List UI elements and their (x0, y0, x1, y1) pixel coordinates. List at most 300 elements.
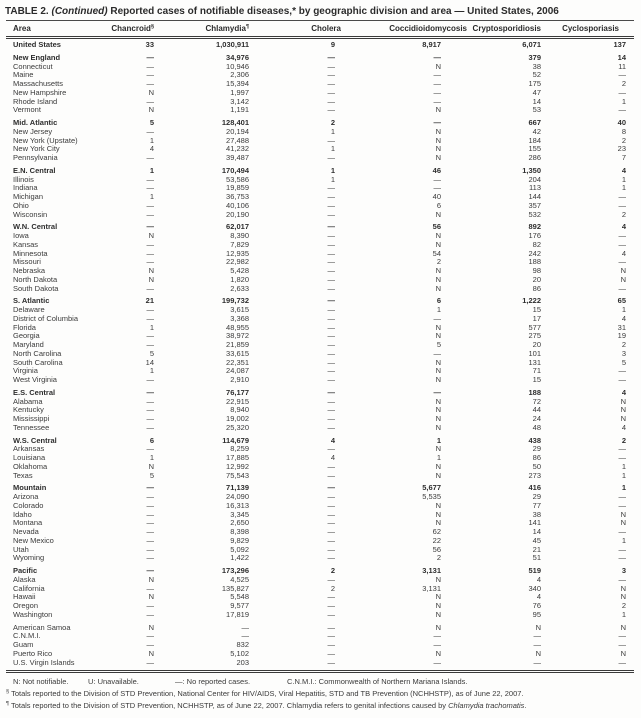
area-cell: Michigan (13, 193, 44, 201)
value-cell: N (435, 62, 441, 71)
value-cell: 53,586 (226, 175, 249, 184)
value-cell: 1 (330, 175, 335, 184)
value-cell: 275 (528, 332, 541, 341)
footnotes (6, 677, 636, 711)
table-row (6, 502, 634, 511)
value-cell: 56 (432, 223, 441, 232)
value-cell: 22,982 (226, 258, 249, 267)
area-cell: Minnesota (13, 249, 48, 258)
column-header-chlamydia (154, 21, 249, 38)
table-row (6, 54, 634, 63)
area-cell: Maryland (13, 341, 44, 349)
value-cell: 155 (528, 145, 541, 154)
value-cell: 48 (532, 423, 541, 432)
value-cell: 1 (436, 306, 441, 314)
value-cell: N (148, 106, 154, 115)
value-cell: 47 (532, 88, 541, 97)
value-cell: 2 (330, 119, 335, 127)
value-cell: 1,422 (230, 554, 249, 563)
value-cell: 1 (149, 136, 154, 145)
value-cell: — (146, 249, 154, 258)
table-row (6, 128, 634, 137)
value-cell: 832 (236, 641, 249, 649)
value-cell: 46 (432, 166, 441, 175)
column-header-cryptosporidiosis (467, 21, 541, 38)
value-cell: N (435, 610, 441, 619)
value-cell: 184 (528, 136, 541, 145)
value-cell: — (618, 193, 626, 201)
value-cell: — (327, 367, 335, 376)
value-cell: 22,351 (226, 358, 249, 367)
area-cell: Massachusetts (13, 80, 64, 88)
area-cell: Illinois (13, 175, 34, 184)
value-cell: — (618, 658, 626, 667)
pilcrow-marker: ¶ (6, 701, 9, 708)
value-cell: — (433, 184, 441, 193)
value-cell: — (146, 127, 154, 136)
value-cell: 36,753 (226, 193, 249, 201)
title-rest: Reported cases of notifiable diseases,* by geographic division and area — United States, 2006 (107, 6, 559, 17)
value-cell: — (146, 406, 154, 415)
area-cell: United States (13, 40, 61, 49)
value-cell: — (327, 415, 335, 423)
value-cell: — (146, 71, 154, 80)
area-cell: E.S. Central (13, 388, 56, 397)
area-cell: North Dakota (13, 275, 58, 284)
footnote-section-text: Totals reported to the Division of STD Prevention, National Center for HIV/AIDS, Viral Hepatitis, STD and TB Prevention (NCHHSTP), as of June 22, 2007. (11, 689, 524, 699)
value-cell: — (618, 232, 626, 240)
value-cell: 8,259 (230, 445, 249, 454)
value-cell: 1 (330, 145, 335, 154)
value-cell: N (435, 415, 441, 423)
area-cell: Pacific (13, 567, 38, 575)
value-cell: 50 (532, 462, 541, 471)
value-cell: — (433, 88, 441, 97)
area-cell: Kansas (13, 240, 39, 249)
value-cell: — (327, 462, 335, 471)
area-cell: Delaware (13, 306, 45, 314)
footnote-pilcrow-text: Totals reported to the Division of STD Prevention, NCHHSTP, as of June 22, 2007. Chlamydia refers to genital infections caused by (10, 701, 449, 711)
table-row (6, 454, 634, 463)
value-cell: — (433, 314, 441, 323)
value-cell: — (327, 297, 335, 306)
value-cell: N (620, 649, 626, 658)
value-cell: N (435, 602, 441, 610)
area-cell: Rhode Island (13, 97, 58, 106)
table-row (6, 89, 634, 98)
value-cell: 15,394 (226, 80, 249, 88)
table-row (6, 437, 634, 446)
value-cell: 137 (613, 40, 626, 49)
value-cell: — (327, 349, 335, 358)
table-row (6, 184, 634, 193)
value-cell: — (327, 323, 335, 332)
value-cell: 438 (528, 436, 541, 445)
area-cell: New York (Upstate) (13, 136, 78, 145)
value-cell: N (435, 649, 441, 658)
area-cell: New Hampshire (13, 88, 67, 97)
value-cell: 170,494 (221, 166, 249, 175)
value-cell: 76,177 (226, 388, 249, 397)
value-cell: — (146, 284, 154, 293)
bottom-rule (6, 670, 634, 673)
value-cell: — (618, 501, 626, 510)
value-cell: 1 (149, 367, 154, 376)
table-row (6, 80, 634, 89)
value-cell: 5,677 (422, 484, 441, 493)
value-cell: 39,487 (226, 154, 249, 162)
value-cell: N (435, 154, 441, 162)
value-cell: 10,946 (226, 62, 249, 71)
value-cell: 144 (528, 193, 541, 201)
value-cell: 173,296 (221, 567, 249, 575)
area-cell: Wisconsin (13, 210, 48, 219)
value-cell: — (146, 610, 154, 619)
value-cell: 101 (528, 349, 541, 358)
value-cell: — (618, 240, 626, 249)
value-cell: — (433, 80, 441, 88)
value-cell: — (327, 88, 335, 97)
value-cell: 77 (532, 501, 541, 510)
value-cell: N (620, 275, 626, 284)
area-cell: Tennessee (13, 423, 50, 432)
value-cell: — (618, 641, 626, 649)
value-cell: N (435, 471, 441, 480)
area-cell: Maine (13, 71, 34, 80)
area-cell: Florida (13, 323, 36, 332)
value-cell: 20 (532, 275, 541, 284)
value-cell: — (146, 536, 154, 545)
value-cell: — (327, 106, 335, 115)
value-cell: 40 (617, 119, 626, 127)
value-cell: 1,997 (230, 88, 249, 97)
value-cell: 8,940 (230, 406, 249, 415)
value-cell: 14 (617, 53, 626, 62)
area-cell: Washington (13, 610, 53, 619)
value-cell: 379 (528, 53, 541, 62)
value-cell: N (435, 136, 441, 145)
table-row (6, 493, 634, 502)
value-cell: 86 (532, 284, 541, 293)
value-cell: 3,345 (230, 510, 249, 519)
legend-unavailable: U: Unavailable. (88, 677, 139, 687)
value-cell: 38,972 (226, 332, 249, 341)
value-cell: 199,732 (221, 297, 249, 306)
value-cell: N (435, 462, 441, 471)
value-cell: — (146, 397, 154, 406)
value-cell: 5,548 (230, 593, 249, 602)
table-row (6, 223, 634, 232)
value-cell: — (433, 349, 441, 358)
table-title (5, 6, 637, 17)
legend-cnmi: C.N.M.I.: Commonwealth of Northern Mariana Islands. (287, 677, 468, 687)
value-cell: 203 (236, 658, 249, 667)
table-row (6, 306, 634, 315)
value-cell: — (146, 62, 154, 71)
column-header-coccidioidomycosis (341, 21, 467, 38)
value-cell: 5 (149, 471, 154, 480)
value-cell: 5,428 (230, 267, 249, 275)
value-cell: — (146, 423, 154, 432)
value-cell: — (327, 602, 335, 610)
value-cell: — (327, 232, 335, 240)
area-cell: Wyoming (13, 554, 45, 563)
value-cell: 12,992 (226, 462, 249, 471)
value-cell: 71 (532, 367, 541, 376)
value-cell: N (435, 593, 441, 602)
value-cell: — (241, 632, 249, 641)
value-cell: N (435, 376, 441, 384)
value-cell: 2 (330, 584, 335, 593)
value-cell: N (148, 593, 154, 602)
value-cell: 71,139 (226, 484, 249, 493)
value-cell: 6 (436, 201, 441, 210)
value-cell: 20,190 (226, 210, 249, 219)
value-cell: N (620, 406, 626, 415)
value-cell: 17,885 (226, 454, 249, 462)
table-row (6, 176, 634, 185)
value-cell: 892 (528, 223, 541, 232)
value-cell: 1 (621, 610, 626, 619)
value-cell: N (435, 406, 441, 415)
title-prefix: TABLE 2. (5, 6, 52, 17)
value-cell: 4 (621, 423, 626, 432)
table-row (6, 398, 634, 407)
area-cell: E.N. Central (13, 166, 56, 175)
value-cell: — (618, 284, 626, 293)
value-cell: — (327, 423, 335, 432)
value-cell: 4 (330, 454, 335, 462)
value-cell: 6,071 (522, 40, 541, 49)
table-row (6, 424, 634, 433)
column-label: Cholera (311, 24, 341, 33)
value-cell: 4 (621, 314, 626, 323)
value-cell: — (327, 658, 335, 667)
value-cell: — (618, 454, 626, 462)
value-cell: — (327, 445, 335, 454)
value-cell: — (433, 658, 441, 667)
value-cell: 1,030,911 (216, 40, 249, 49)
value-cell: — (146, 602, 154, 610)
value-cell: 3 (621, 349, 626, 358)
value-cell: 4 (621, 249, 626, 258)
value-cell: 1 (436, 436, 441, 445)
value-cell: — (618, 376, 626, 384)
area-cell: Alabama (13, 397, 43, 406)
value-cell: N (535, 649, 541, 658)
value-cell: — (327, 275, 335, 284)
value-cell: — (327, 641, 335, 649)
value-cell: 1,820 (230, 275, 249, 284)
value-cell: — (327, 501, 335, 510)
value-cell: N (435, 323, 441, 332)
value-cell: 8,398 (230, 528, 249, 536)
table-row (6, 537, 634, 546)
table-row (6, 154, 634, 163)
value-cell: 2 (621, 602, 626, 610)
footnote-marker: § (150, 24, 154, 30)
value-cell: 4 (621, 388, 626, 397)
area-cell: California (13, 584, 45, 593)
value-cell: — (533, 632, 541, 641)
value-cell: — (146, 306, 154, 314)
area-cell: Mississippi (13, 415, 50, 423)
value-cell: 2,306 (230, 71, 249, 80)
value-cell: 41,232 (226, 145, 249, 154)
value-cell: 114,679 (222, 436, 249, 445)
value-cell: N (620, 519, 626, 528)
value-cell: 34,976 (226, 53, 249, 62)
value-cell: 24,087 (226, 367, 249, 376)
value-cell: — (327, 201, 335, 210)
value-cell: 22,915 (226, 397, 249, 406)
value-cell: 20 (532, 341, 541, 349)
value-cell: 2 (621, 210, 626, 219)
value-cell: 5 (149, 349, 154, 358)
value-cell: 65 (617, 297, 626, 306)
area-cell: North Carolina (13, 349, 62, 358)
area-cell: Oregon (13, 602, 39, 610)
value-cell: 1 (330, 127, 335, 136)
table-row (6, 350, 634, 359)
footnote-pilcrow-period: . (524, 701, 527, 711)
value-cell: — (241, 623, 249, 632)
value-cell: — (146, 332, 154, 341)
value-cell: 1 (621, 471, 626, 480)
area-cell: West Virginia (13, 376, 57, 384)
value-cell: 5 (621, 358, 626, 367)
table-row (6, 324, 634, 333)
legend-no-reported-cases: —: No reported cases. (175, 677, 251, 687)
value-cell: N (435, 210, 441, 219)
value-cell: — (327, 80, 335, 88)
value-cell: — (327, 284, 335, 293)
table-row (6, 63, 634, 72)
value-cell: N (535, 623, 541, 632)
value-cell: — (327, 210, 335, 219)
area-cell: South Carolina (13, 358, 63, 367)
value-cell: 98 (532, 267, 541, 275)
value-cell: N (435, 127, 441, 136)
column-header-cyclosporiasis (541, 21, 634, 38)
value-cell: 3,368 (230, 314, 249, 323)
value-cell: — (146, 376, 154, 384)
value-cell: 19 (617, 332, 626, 341)
value-cell: 141 (528, 519, 541, 528)
value-cell: — (146, 184, 154, 193)
value-cell: — (146, 154, 154, 162)
species-name: Chlamydia trachomatis (448, 701, 525, 711)
value-cell: — (533, 658, 541, 667)
value-cell: 128,401 (221, 119, 249, 127)
value-cell: 1,350 (522, 166, 541, 175)
value-cell: N (435, 358, 441, 367)
value-cell: N (620, 415, 626, 423)
value-cell: 4 (149, 145, 154, 154)
value-cell: — (146, 210, 154, 219)
value-cell: 4 (536, 575, 541, 584)
value-cell: 1 (149, 454, 154, 462)
value-cell: N (148, 267, 154, 275)
value-cell: N (148, 462, 154, 471)
area-cell: Louisiana (13, 454, 46, 462)
value-cell: N (435, 367, 441, 376)
value-cell: — (618, 367, 626, 376)
value-cell: — (146, 415, 154, 423)
value-cell: 8 (621, 127, 626, 136)
table-row (6, 624, 634, 633)
area-cell: Indiana (13, 184, 38, 193)
value-cell: N (435, 510, 441, 519)
value-cell: 2 (436, 554, 441, 563)
value-cell: 72 (532, 397, 541, 406)
value-cell: 14 (532, 528, 541, 536)
table-row (6, 406, 634, 415)
value-cell: 48,955 (226, 323, 249, 332)
value-cell: N (620, 267, 626, 275)
value-cell: 7,829 (230, 240, 249, 249)
table-row (6, 389, 634, 398)
area-cell: Virginia (13, 367, 38, 376)
value-cell: 1 (621, 462, 626, 471)
value-cell: 1 (621, 484, 626, 493)
value-cell: 19,002 (226, 415, 249, 423)
value-cell: — (327, 623, 335, 632)
table-row (6, 98, 634, 107)
value-cell: — (327, 154, 335, 162)
value-cell: 3,131 (422, 584, 441, 593)
value-cell: — (327, 575, 335, 584)
area-cell: Puerto Rico (13, 649, 53, 658)
value-cell: — (327, 314, 335, 323)
value-cell: 54 (432, 249, 441, 258)
title-continued: (Continued) (51, 6, 108, 17)
table-row (6, 211, 634, 220)
value-cell: N (435, 275, 441, 284)
area-cell: Georgia (13, 332, 40, 341)
area-cell: W.S. Central (13, 436, 57, 445)
value-cell: N (435, 445, 441, 454)
value-cell: — (327, 632, 335, 641)
value-cell: N (620, 397, 626, 406)
value-cell: 17,819 (226, 610, 249, 619)
area-cell: New York City (13, 145, 60, 154)
value-cell: 1 (330, 166, 335, 175)
table-row (6, 585, 634, 594)
value-cell: 4 (536, 593, 541, 602)
column-label: Coccidioidomycosis (389, 24, 467, 33)
value-cell: 31 (617, 323, 626, 332)
area-cell: W.N. Central (13, 223, 58, 232)
table-row (6, 593, 634, 602)
value-cell: — (327, 223, 335, 232)
value-cell: 21,859 (226, 341, 249, 349)
value-cell: 14 (532, 97, 541, 106)
value-cell: 95 (532, 610, 541, 619)
section-marker: § (6, 689, 10, 696)
value-cell: — (146, 314, 154, 323)
value-cell: N (148, 623, 154, 632)
value-cell: 135,827 (221, 584, 249, 593)
value-cell: — (146, 528, 154, 536)
value-cell: — (327, 471, 335, 480)
table-row (6, 546, 634, 555)
value-cell: N (148, 88, 154, 97)
value-cell: 5 (436, 341, 441, 349)
value-cell: 86 (532, 454, 541, 462)
column-header-chancroid (101, 21, 154, 38)
value-cell: 15 (532, 306, 541, 314)
